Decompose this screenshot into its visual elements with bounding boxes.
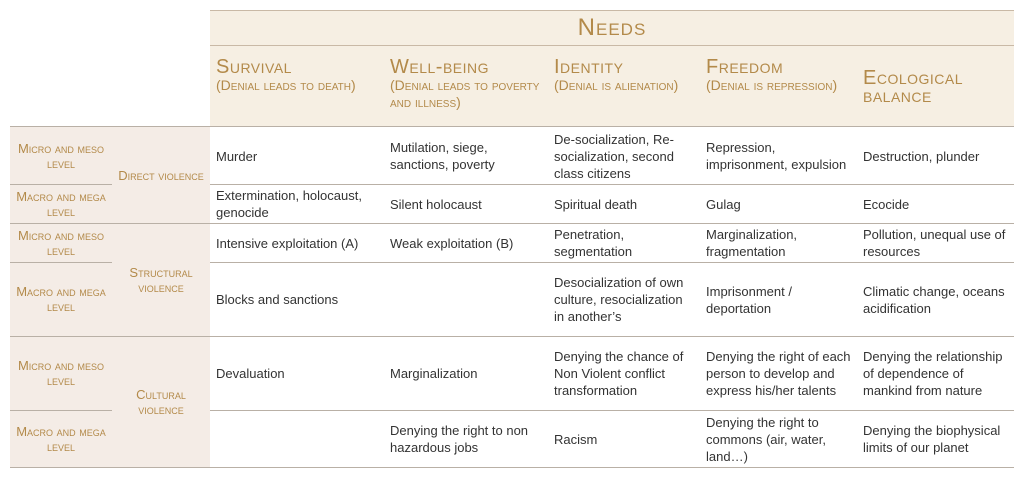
group-label-direct: Direct violence bbox=[118, 168, 204, 183]
row-level-label: Micro and meso level bbox=[17, 358, 105, 388]
row-level-label: Micro and meso level bbox=[17, 141, 105, 171]
table-cell: Silent holocaust bbox=[390, 196, 482, 212]
table-cell: Weak exploitation (B) bbox=[390, 235, 514, 251]
table-cell: Racism bbox=[554, 431, 598, 447]
col-header-freedom bbox=[700, 47, 857, 126]
table-cell: Spiritual death bbox=[554, 196, 638, 212]
table-cell: Intensive exploitation (A) bbox=[216, 235, 359, 251]
table-cell: Climatic change, oceans acidification bbox=[863, 283, 1005, 316]
row-divider bbox=[10, 184, 112, 185]
table-cell: De-socialization, Re-socialization, second class citizens bbox=[554, 131, 674, 181]
col-title: Ecological balance bbox=[863, 67, 964, 107]
row-level-label: Macro and mega level bbox=[16, 423, 106, 454]
table-cell: Devaluation bbox=[216, 366, 285, 381]
row-level-label: Macro and mega level bbox=[16, 188, 106, 219]
needs-header: Needs bbox=[210, 10, 1014, 46]
col-subtitle: (Denial leads to poverty and illness) bbox=[390, 77, 540, 110]
group-label-cultural: Cultural violence bbox=[136, 386, 186, 417]
col-subtitle: (Denial is alienation) bbox=[554, 77, 679, 93]
row-divider bbox=[10, 467, 1014, 468]
table-cell: Murder bbox=[216, 148, 258, 164]
table-cell: Denying the right to non hazardous jobs bbox=[390, 423, 529, 455]
table-cell: Penetration, segmentation bbox=[554, 227, 633, 259]
col-header-identity bbox=[548, 47, 700, 126]
table-cell: Denying the relationship of dependence of mankind from nature bbox=[863, 349, 1003, 398]
col-subtitle: (Denial leads to death) bbox=[216, 77, 356, 93]
table-cell: Marginalization bbox=[390, 366, 478, 381]
table-cell: Denying the right to commons (air, water, land…) bbox=[706, 414, 826, 464]
col-header-ecological-balance bbox=[857, 47, 1014, 126]
col-subtitle: (Denial is repression) bbox=[706, 77, 838, 93]
col-header-well-being bbox=[384, 47, 548, 126]
col-title: Freedom bbox=[706, 56, 784, 78]
col-title: Survival bbox=[216, 56, 292, 78]
table-cell: Imprisonment / deportation bbox=[706, 283, 792, 316]
table-cell: Denying the biophysical limits of our planet bbox=[863, 423, 1001, 455]
row-level-label: Micro and meso level bbox=[17, 227, 105, 258]
table-cell: Ecocide bbox=[863, 196, 910, 212]
table-cell bbox=[210, 411, 384, 467]
col-header-survival bbox=[210, 47, 384, 126]
table-cell: Pollution, unequal use of resources bbox=[863, 227, 1006, 259]
table-cell: Marginalization, fragmentation bbox=[706, 227, 798, 259]
table-cell: Destruction, plunder bbox=[863, 148, 980, 164]
table-cell: Extermination, holocaust, genocide bbox=[216, 188, 362, 220]
table-cell: Mutilation, siege, sanctions, poverty bbox=[390, 140, 495, 172]
group-label-structural: Structural violence bbox=[129, 264, 193, 295]
table-cell bbox=[384, 263, 548, 336]
table-cell: Denying the chance of Non Violent conflict transformation bbox=[554, 349, 684, 398]
table-cell: Denying the right of each person to develop and express his/her talents bbox=[706, 349, 851, 398]
col-title: Identity bbox=[554, 56, 624, 78]
row-level-label: Macro and mega level bbox=[16, 284, 106, 314]
table-cell: Repression, imprisonment, expulsion bbox=[706, 140, 847, 172]
col-title: Well-being bbox=[390, 56, 490, 78]
row-divider bbox=[10, 262, 112, 263]
row-divider bbox=[10, 410, 112, 411]
table-cell: Gulag bbox=[706, 196, 741, 212]
row-divider bbox=[10, 126, 1014, 127]
table-cell: Blocks and sanctions bbox=[216, 292, 339, 307]
table-cell: Desocialization of own culture, resocialization in another’s bbox=[554, 275, 684, 324]
